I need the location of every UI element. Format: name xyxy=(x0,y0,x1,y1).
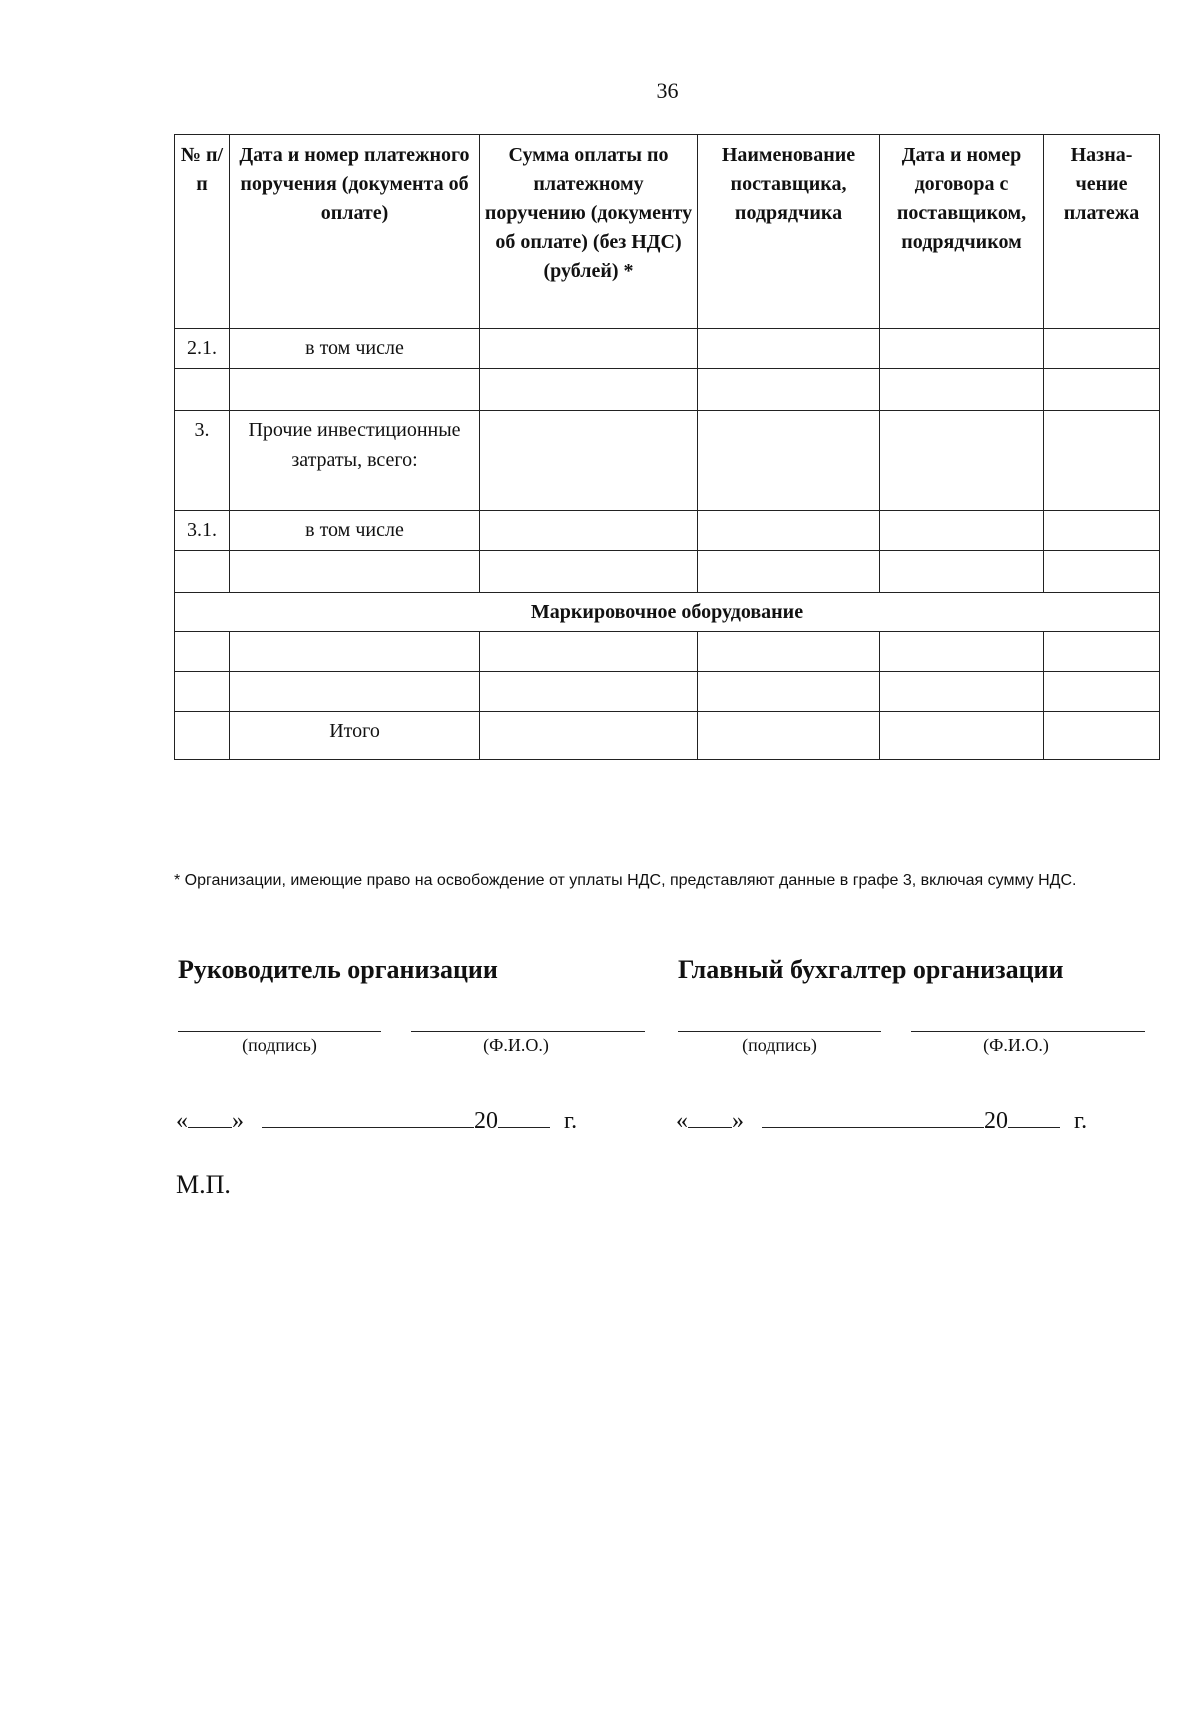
table-cell xyxy=(880,712,1044,760)
table-cell xyxy=(880,329,1044,369)
table-cell xyxy=(880,551,1044,593)
table-cell xyxy=(1044,411,1160,511)
head-name-line[interactable] xyxy=(411,1031,645,1032)
year-suffix: г. xyxy=(564,1108,578,1134)
accountant-signature-title: Главный бухгалтер организации xyxy=(678,955,1064,984)
table-cell xyxy=(175,632,230,672)
month-blank[interactable] xyxy=(762,1105,984,1128)
table-cell xyxy=(1044,329,1160,369)
section-row xyxy=(175,593,1160,632)
quote-close: » xyxy=(232,1108,244,1134)
table-cell xyxy=(480,632,698,672)
accountant-name-caption: (Ф.И.О.) xyxy=(983,1035,1049,1055)
table-cell xyxy=(175,369,230,411)
table-cell xyxy=(1044,672,1160,712)
header-contract: Дата и номер договора с поставщиком, подрядчиком xyxy=(880,135,1044,329)
table-cell xyxy=(230,632,480,672)
row-number: 2.1. xyxy=(175,329,230,369)
table-cell xyxy=(698,329,880,369)
day-blank[interactable] xyxy=(188,1105,232,1128)
table-cell xyxy=(1044,369,1160,411)
table-cell xyxy=(698,369,880,411)
table-cell xyxy=(175,672,230,712)
table-row xyxy=(175,511,1160,551)
table-cell xyxy=(480,369,698,411)
table-cell xyxy=(480,712,698,760)
accountant-date-line xyxy=(676,1105,1087,1135)
head-signature-title: Руководитель организации xyxy=(178,955,498,984)
table-cell xyxy=(698,511,880,551)
row-label: в том числе xyxy=(230,511,480,551)
head-name-caption: (Ф.И.О.) xyxy=(483,1035,549,1055)
table-cell xyxy=(698,672,880,712)
section-title: Маркировочное оборудование xyxy=(175,593,1160,632)
table-cell xyxy=(480,511,698,551)
row-label: в том числе xyxy=(230,329,480,369)
accountant-signature-caption: (подпись) xyxy=(742,1035,817,1055)
table-cell xyxy=(880,369,1044,411)
month-blank[interactable] xyxy=(262,1105,474,1128)
table-row xyxy=(175,411,1160,511)
table-row-empty xyxy=(175,632,1160,672)
table-cell xyxy=(1044,632,1160,672)
header-payment-order: Дата и номер платежного поручения (документа об оплате) xyxy=(230,135,480,329)
payment-table xyxy=(174,134,1160,760)
table-cell xyxy=(230,551,480,593)
head-date-line xyxy=(176,1105,577,1135)
table-cell xyxy=(480,551,698,593)
table-cell xyxy=(480,329,698,369)
table-cell xyxy=(698,712,880,760)
header-payment-amount: Сумма оплаты по платежному поручению (документу об оплате) (без НДС) (рублей) * xyxy=(480,135,698,329)
table-cell xyxy=(1044,712,1160,760)
accountant-name-line[interactable] xyxy=(911,1031,1145,1032)
table-cell xyxy=(230,672,480,712)
table-cell xyxy=(880,511,1044,551)
row-number: 3. xyxy=(175,411,230,511)
quote-close: » xyxy=(732,1108,744,1134)
page-number: 36 xyxy=(656,78,679,103)
year-suffix: г. xyxy=(1074,1108,1088,1134)
table-cell xyxy=(480,672,698,712)
year-blank[interactable] xyxy=(1008,1105,1060,1128)
table-cell xyxy=(880,672,1044,712)
table-row-empty xyxy=(175,551,1160,593)
table-cell xyxy=(175,712,230,760)
total-row xyxy=(175,712,1160,760)
table-cell xyxy=(698,551,880,593)
header-purpose: Назна-чение платежа xyxy=(1044,135,1160,329)
total-label: Итого xyxy=(230,712,480,760)
head-signature-line[interactable] xyxy=(178,1031,381,1032)
table-cell xyxy=(175,551,230,593)
stamp-mark: М.П. xyxy=(176,1170,231,1199)
table-cell xyxy=(1044,551,1160,593)
day-blank[interactable] xyxy=(688,1105,732,1128)
table-cell xyxy=(698,632,880,672)
table-row-empty xyxy=(175,369,1160,411)
head-signature-caption: (подпись) xyxy=(242,1035,317,1055)
table-cell xyxy=(480,411,698,511)
year-prefix: 20 xyxy=(984,1108,1008,1134)
year-blank[interactable] xyxy=(498,1105,550,1128)
row-label: Прочие инвестиционные затраты, всего: xyxy=(230,411,480,511)
vat-footnote: * Организации, имеющие право на освобождение от уплаты НДС, представляют данные в графе 3, включая сумму НДС. xyxy=(174,872,1077,889)
row-number: 3.1. xyxy=(175,511,230,551)
table-header-row xyxy=(175,135,1160,329)
table-row-empty xyxy=(175,672,1160,712)
year-prefix: 20 xyxy=(474,1108,498,1134)
header-number: № п/п xyxy=(175,135,230,329)
table-cell xyxy=(880,632,1044,672)
quote-open: « xyxy=(676,1108,688,1134)
accountant-signature-line[interactable] xyxy=(678,1031,881,1032)
table-row xyxy=(175,329,1160,369)
table-cell xyxy=(880,411,1044,511)
table-cell xyxy=(230,369,480,411)
table-cell xyxy=(698,411,880,511)
table-cell xyxy=(1044,511,1160,551)
quote-open: « xyxy=(176,1108,188,1134)
header-supplier-name: Наименование поставщика, подрядчика xyxy=(698,135,880,329)
